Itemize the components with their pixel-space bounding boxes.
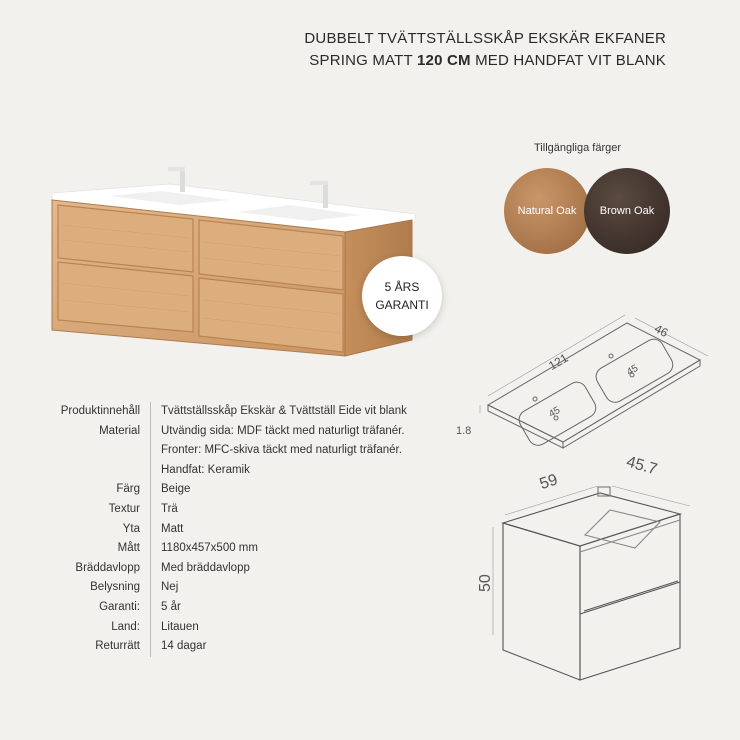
spec-label: Textur xyxy=(40,500,151,520)
spec-row xyxy=(40,637,407,657)
spec-value: 1180x457x500 mm xyxy=(161,542,258,555)
spec-label xyxy=(40,461,151,481)
spec-value: 5 år xyxy=(161,600,181,613)
spec-label: Material xyxy=(40,422,151,442)
spec-row xyxy=(40,500,407,520)
color-swatch-natural-oak[interactable] xyxy=(504,168,590,254)
cabinet-height-label: 50 xyxy=(477,574,494,592)
spec-label: Returrätt xyxy=(40,637,151,657)
spec-label: Land: xyxy=(40,618,151,638)
spec-row xyxy=(40,598,407,618)
basin-length-label: 121 xyxy=(546,350,571,373)
spec-row xyxy=(40,402,407,422)
spec-row xyxy=(40,422,407,442)
spec-row xyxy=(40,520,407,540)
spec-label: Belysning xyxy=(40,578,151,598)
cabinet-drawing xyxy=(493,486,690,680)
cabinet-width-label: 59 xyxy=(537,471,560,494)
cabinet-depth-label: 45.7 xyxy=(624,453,659,479)
warranty-badge xyxy=(362,256,442,336)
spec-value: Nej xyxy=(161,581,179,594)
spec-row xyxy=(40,461,407,481)
basin-drawing xyxy=(480,315,708,449)
spec-value: Trä xyxy=(161,502,178,515)
title-size: 120 CM xyxy=(416,52,471,69)
brown-oak-label: Brown Oak xyxy=(599,205,655,217)
warranty-line-2: GARANTI xyxy=(375,298,429,312)
basin-depth-label: 46 xyxy=(652,321,671,341)
spec-label: Produktinnehåll xyxy=(40,402,151,422)
spec-table xyxy=(40,402,407,657)
spec-value: Tvättställsskåp Ekskär & Tvättställ Eide vit blank xyxy=(161,405,407,417)
bowl-left-label: 45 xyxy=(547,404,563,421)
spec-label: Garanti: xyxy=(40,598,151,618)
title-line-2-start: SPRING MATT xyxy=(309,52,417,69)
spec-value: Handfat: Keramik xyxy=(161,463,250,476)
spec-label: Yta xyxy=(40,520,151,540)
title-line-1: DUBBELT TVÄTTSTÄLLSSKÅP EKSKÄR EKFANER xyxy=(304,30,666,47)
spec-value: Litauen xyxy=(161,620,199,633)
spec-value: Fronter: MFC-skiva täckt med naturligt träfanér. xyxy=(161,444,402,457)
spec-row xyxy=(40,441,407,461)
spec-row xyxy=(40,480,407,500)
spec-label xyxy=(40,441,151,461)
warranty-line-1: 5 ÅRS xyxy=(384,280,420,294)
spec-value: Med bräddavlopp xyxy=(161,561,250,574)
spec-label: Bräddavlopp xyxy=(40,559,151,579)
spec-value: Matt xyxy=(161,522,184,535)
title-line-2-end: MED HANDFAT VIT BLANK xyxy=(470,52,666,69)
spec-row xyxy=(40,618,407,638)
spec-label: Färg xyxy=(40,480,151,500)
available-colors-label: Tillgängliga färger xyxy=(534,142,622,154)
color-swatch-brown-oak[interactable] xyxy=(584,168,670,254)
spec-value: 14 dagar xyxy=(161,640,207,653)
spec-row xyxy=(40,578,407,598)
spec-value: Beige xyxy=(161,483,191,496)
natural-oak-label: Natural Oak xyxy=(517,205,577,217)
spec-row xyxy=(40,559,407,579)
spec-label: Mått xyxy=(40,539,151,559)
spec-value: Utvändig sida: MDF täckt med naturligt träfanér. xyxy=(161,424,405,437)
bowl-right-label: 45 xyxy=(625,362,641,379)
basin-thickness-label: 1.8 xyxy=(456,425,472,437)
spec-row xyxy=(40,539,407,559)
